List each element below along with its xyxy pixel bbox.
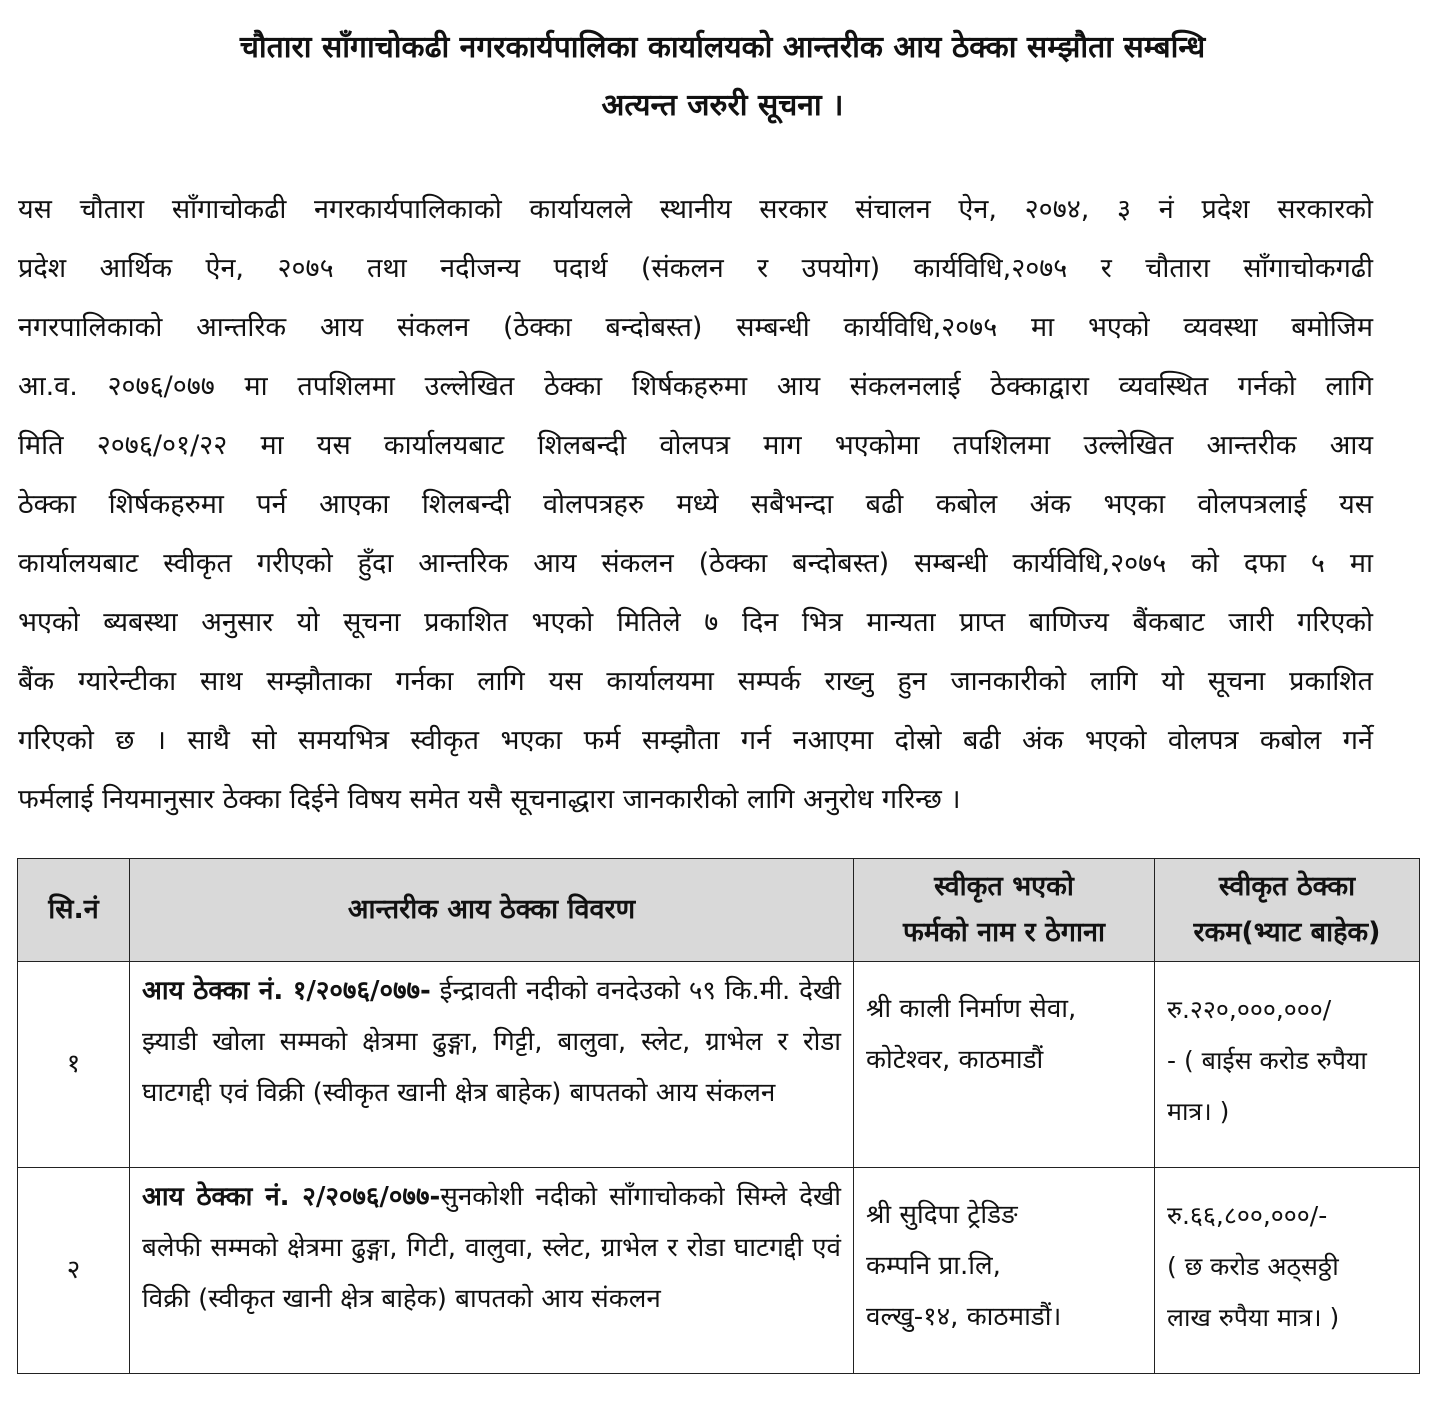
body-line: गरिएको छ । साथै सो समयभित्र स्वीकृत भएका फर्म सम्झौता गर्न नआएमा दोस्रो बढी अंक भएको वोलपत्र कबोल गर्ने [18, 725, 1373, 756]
firm-line: श्री काली निर्माण सेवा, [866, 994, 1077, 1024]
amount-line: - ( बाईस करोड रुपैया [1167, 1046, 1367, 1075]
table-row [18, 962, 1420, 1168]
contract-number: आय ठेक्का नं. १/२०७६/०७७- [142, 976, 431, 1006]
row-description [130, 1168, 854, 1374]
amount-line: लाख रुपैया मात्र। ) [1167, 1303, 1340, 1332]
body-line: नगरपालिकाको आन्तरिक आय संकलन (ठेक्का बन्दोबस्त) सम्बन्धी कार्यविधि,२०७५ मा भएको व्यवस्था बमोजिम [18, 312, 1373, 343]
row-amount [1155, 1168, 1420, 1374]
table-header-row [18, 859, 1420, 962]
body-line: यस चौतारा साँगाचोकढी नगरकार्यपालिकाको कार्यायलले स्थानीय सरकार संचालन ऐन, २०७४, ३ नं प्रदेश सरकारको [18, 194, 1373, 225]
header-amount-line: रकम(भ्याट बाहेक) [1193, 917, 1381, 948]
body-line: प्रदेश आर्थिक ऐन, २०७५ तथा नदीजन्य पदार्थ (संकलन र उपयोग) कार्यविधि,२०७५ र चौतारा साँगाचोकगढी [18, 253, 1373, 284]
firm-line: वल्खु-१४, काठमाडौं। [866, 1302, 1062, 1332]
row-amount [1155, 962, 1420, 1168]
amount-line: रु.२२०,०००,०००/ [1167, 995, 1332, 1024]
body-line: मिति २०७६/०१/२२ मा यस कार्यालयबाट शिलबन्दी वोलपत्र माग भएकोमा तपशिलमा उल्लेखित आन्तरीक आय [18, 430, 1373, 461]
body-line: भएको ब्यबस्था अनुसार यो सूचना प्रकाशित भएको मितिले ७ दिन भित्र मान्यता प्राप्त बाणिज्य बैंकबाट जारी गरिएको [18, 607, 1373, 638]
body-line: फर्मलाई नियमानुसार ठेक्का दिईने विषय समेत यसै सूचनाद्धारा जानकारीको लागि अनुरोध गरिन्छ । [18, 784, 961, 815]
notice-title: चौतारा साँगाचोकढी नगरकार्यपालिका कार्यालयको आन्तरीक आय ठेक्का सम्झौता सम्बन्धि [239, 30, 1206, 65]
firm-line: श्री सुदिपा ट्रेडिङ [866, 1200, 1018, 1230]
header-sn: सि.नं [18, 859, 130, 962]
notice-subtitle: अत्यन्त जरुरी सूचना । [601, 88, 844, 123]
row-sn: २ [18, 1168, 130, 1374]
amount-line: रु.६६,८००,०००/- [1167, 1201, 1328, 1230]
contracts-table [17, 858, 1420, 1374]
amount-line: ( छ करोड अठ्सठ्ठी [1167, 1252, 1339, 1281]
header-firm-line: फर्मको नाम र ठेगाना [903, 917, 1105, 948]
body-line: बैंक ग्यारेन्टीका साथ सम्झौताका गर्नका लागि यस कार्यालयमा सम्पर्क राख्नु हुन जानकारीको लागि यो सूचना प्रकाशित [18, 666, 1373, 697]
header-firm [854, 859, 1155, 962]
body-line: ठेक्का शिर्षकहरुमा पर्न आएका शिलबन्दी वोलपत्रहरु मध्ये सबैभन्दा बढी कबोल अंक भएका वोलपत्रलाई यस [18, 489, 1373, 520]
amount-line: मात्र। ) [1167, 1097, 1230, 1126]
body-line: आ.व. २०७६/०७७ मा तपशिलमा उल्लेखित ठेक्का शिर्षकहरुमा आय संकलनलाई ठेक्काद्वारा व्यवस्थित गर्नको लागि [18, 371, 1373, 402]
contract-details: सुनकोशी नदीको साँगाचोकको सिम्ले देखी बलेफी सम्मको क्षेत्रमा ढुङ्गा, गिटी, वालुवा, स्लेट, ग्राभेल र रोडा घाटगद्दी एवं विक्री (स्वीकृत खानी क्षेत्र बाहेक) बापतको आय संकलन [142, 1182, 841, 1314]
row-firm [854, 962, 1155, 1168]
table-row [18, 1168, 1420, 1374]
header-description: आन्तरीक आय ठेक्का विवरण [130, 859, 854, 962]
firm-line: कम्पनि प्रा.लि, [866, 1251, 1001, 1281]
firm-line: कोटेश्वर, काठमाडौं [866, 1045, 1044, 1075]
body-line: कार्यालयबाट स्वीकृत गरीएको हुँदा आन्तरिक आय संकलन (ठेक्का बन्दोबस्त) सम्बन्धी कार्यविधि,२०७५ को दफा ५ मा [18, 548, 1373, 579]
row-firm [854, 1168, 1155, 1374]
header-amount-line: स्वीकृत ठेक्का [1218, 871, 1356, 902]
contract-number: आय ठेक्का नं. २/२०७६/०७७- [142, 1182, 441, 1212]
row-description [130, 962, 854, 1168]
header-amount [1155, 859, 1420, 962]
row-sn: १ [18, 962, 130, 1168]
contract-details: ईन्द्रावती नदीको वनदेउको ५९ कि.मी. देखी झ्याडी खोला सम्मको क्षेत्रमा ढुङ्गा, गिट्टी, बालुवा, स्लेट, ग्राभेल र रोडा घाटगद्दी एवं विक्री (स्वीकृत खानी क्षेत्र बाहेक) बापतको आय संकलन [142, 976, 841, 1108]
header-firm-line: स्वीकृत भएको [934, 871, 1074, 902]
